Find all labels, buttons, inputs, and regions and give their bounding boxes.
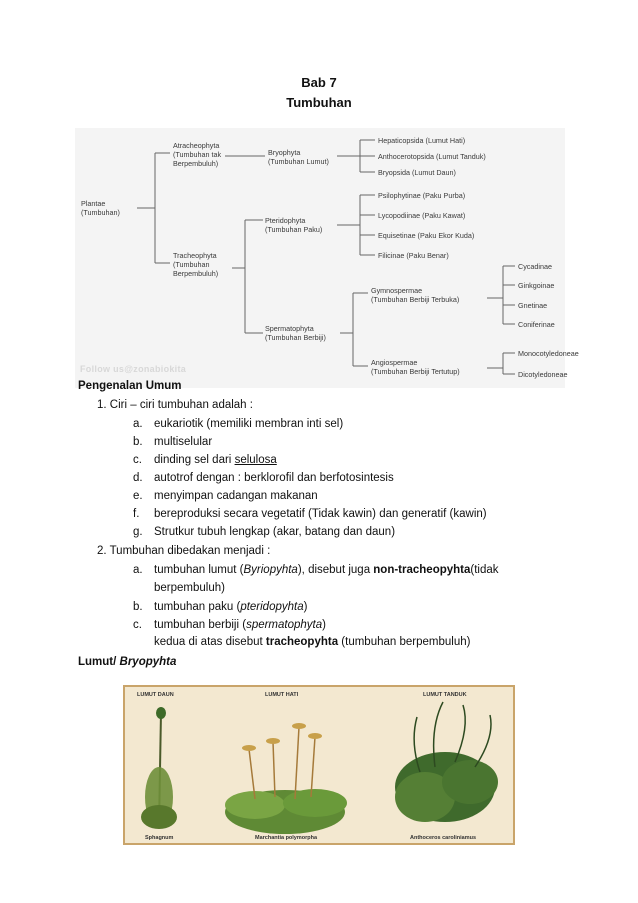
node-spermatophyta: Spermatophyta (265, 324, 314, 333)
item1-text-d: autotrof dengan : berklorofil dan berfotosintesis (154, 472, 394, 484)
item2-c-part1: tumbuhan berbiji ( (154, 619, 247, 631)
node-tracheophyta-sub2: Berpembuluh) (173, 269, 219, 278)
node-coniferinae: Coniferinae (518, 320, 555, 329)
node-anthocerotopsida: Anthocerotopsida (Lumut Tanduk) (378, 152, 486, 161)
item1-text-b: multiselular (154, 436, 213, 448)
item2-c-l2-part1: kedua di atas disebut (154, 636, 266, 648)
item1-marker-f: f. (133, 508, 140, 520)
item1-marker-c: c. (133, 454, 142, 466)
node-gnetinae: Gnetinae (518, 301, 548, 310)
item2-text-c-line2 (154, 635, 470, 649)
node-atracheophyta-sub2: Berpembuluh) (173, 159, 219, 168)
item1-text-a: eukariotik (memiliki membran inti sel) (154, 418, 344, 430)
item1-marker-e: e. (133, 490, 143, 502)
node-pteridophyta: Pteridophyta (265, 216, 306, 225)
node-tracheophyta-sub1: (Tumbuhan (173, 260, 210, 269)
item1-marker-g: g. (133, 526, 143, 538)
caption-anthoceros: Anthoceros caroliniamus (410, 835, 477, 841)
bryophyta-heading (78, 655, 176, 669)
node-tracheophyta: Tracheophyta (173, 251, 217, 260)
node-bryophyta: Bryophyta (268, 148, 301, 157)
classification-diagram (75, 128, 579, 388)
node-bryopsida: Bryopsida (Lumut Daun) (378, 168, 456, 177)
item1-marker-d: d. (133, 472, 143, 484)
item1-text-c (154, 453, 277, 467)
node-psilophytinae: Psilophytinae (Paku Purba) (378, 191, 466, 200)
item2-a-part2: ), disebut juga (297, 564, 374, 576)
item2-text-a-line2: berpembuluh) (154, 582, 225, 594)
node-plantae-sub: (Tumbuhan) (81, 208, 120, 217)
item1-text-c-plain: dinding sel dari (154, 454, 235, 466)
node-cycadinae: Cycadinae (518, 262, 552, 271)
watermark: Follow us@zonabiokita (80, 364, 187, 374)
item1-text-g: Strutkur tubuh lengkap (akar, batang dan daun) (154, 526, 396, 538)
node-atracheophyta-sub1: (Tumbuhan tak (173, 150, 222, 159)
node-ginkgoinae: Ginkgoinae (518, 281, 555, 290)
caption-sphagnum: Sphagnum (145, 835, 174, 841)
node-angiospermae-sub: (Tumbuhan Berbiji Tertutup) (371, 367, 460, 376)
item2-b-italic: pteridopyhta (240, 601, 304, 613)
node-filicinae: Filicinae (Paku Benar) (378, 251, 449, 260)
chapter-title: Tumbuhan (286, 95, 352, 110)
node-dicotyledoneae: Dicotyledoneae (518, 370, 568, 379)
chapter-number: Bab 7 (301, 75, 337, 90)
node-gymnospermae-sub: (Tumbuhan Berbiji Terbuka) (371, 295, 460, 304)
intro-heading: Pengenalan Umum (78, 380, 182, 392)
node-lycopodiinae: Lycopodiinae (Paku Kawat) (378, 211, 466, 220)
node-monocotyledoneae: Monocotyledoneae (518, 349, 579, 358)
caption-marchantia: Marchantia polymorpha (255, 835, 318, 841)
node-hepaticopsida: Hepaticopsida (Lumut Hati) (378, 136, 466, 145)
item1-text-e: menyimpan cadangan makanan (154, 490, 318, 502)
item1-text-f: bereproduksi secara vegetatif (Tidak kawin) dan generatif (kawin) (154, 508, 487, 520)
item2-marker-c: c. (133, 619, 142, 631)
label-lumut-daun: LUMUT DAUN (137, 692, 174, 698)
item2-label: 2. Tumbuhan dibedakan menjadi : (97, 545, 271, 557)
item1-marker-b: b. (133, 436, 143, 448)
item2-c-part2: ) (322, 619, 326, 631)
item2-a-part3: (tidak (470, 564, 499, 576)
node-atracheophyta: Atracheophyta (173, 141, 220, 150)
item2-text-a (154, 563, 499, 577)
node-bryophyta-sub: (Tumbuhan Lumut) (268, 157, 329, 166)
item1-label: 1. Ciri – ciri tumbuhan adalah : (97, 399, 253, 411)
item2-a-italic: Byriopyhta (243, 564, 298, 576)
label-lumut-tanduk: LUMUT TANDUK (423, 692, 467, 698)
item2-marker-b: b. (133, 601, 143, 613)
item2-text-b (154, 600, 307, 614)
node-spermatophyta-sub: (Tumbuhan Berbiji) (265, 333, 326, 342)
item2-b-part2: ) (303, 601, 308, 613)
bryophyta-heading-italic: Bryopyhta (119, 656, 177, 668)
item2-text-c (154, 618, 326, 632)
bryophyta-heading-plain: Lumut/ (78, 656, 120, 668)
item2-marker-a: a. (133, 564, 143, 576)
node-pteridophyta-sub: (Tumbuhan Paku) (265, 225, 323, 234)
item2-a-bold: non-tracheopyhta (373, 564, 471, 576)
item1-marker-a: a. (133, 418, 143, 430)
selulosa-underlined: selulosa (234, 454, 277, 466)
item2-c-l2-bold: tracheopyhta (265, 636, 339, 648)
moss-drawing (125, 687, 513, 843)
label-lumut-hati: LUMUT HATI (265, 692, 299, 698)
moss-illustration (123, 685, 515, 845)
item2-c-l2-part2: (tumbuhan berpembuluh) (338, 636, 471, 648)
node-plantae: Plantae (81, 199, 106, 208)
item2-b-part1: tumbuhan paku ( (154, 601, 241, 613)
node-equisetinae: Equisetinae (Paku Ekor Kuda) (378, 231, 475, 240)
node-angiospermae: Angiospermae (371, 358, 418, 367)
node-gymnospermae: Gymnospermae (371, 286, 423, 295)
item2-a-part1: tumbuhan lumut ( (154, 564, 244, 576)
item2-c-italic: spermatophyta (246, 619, 323, 631)
